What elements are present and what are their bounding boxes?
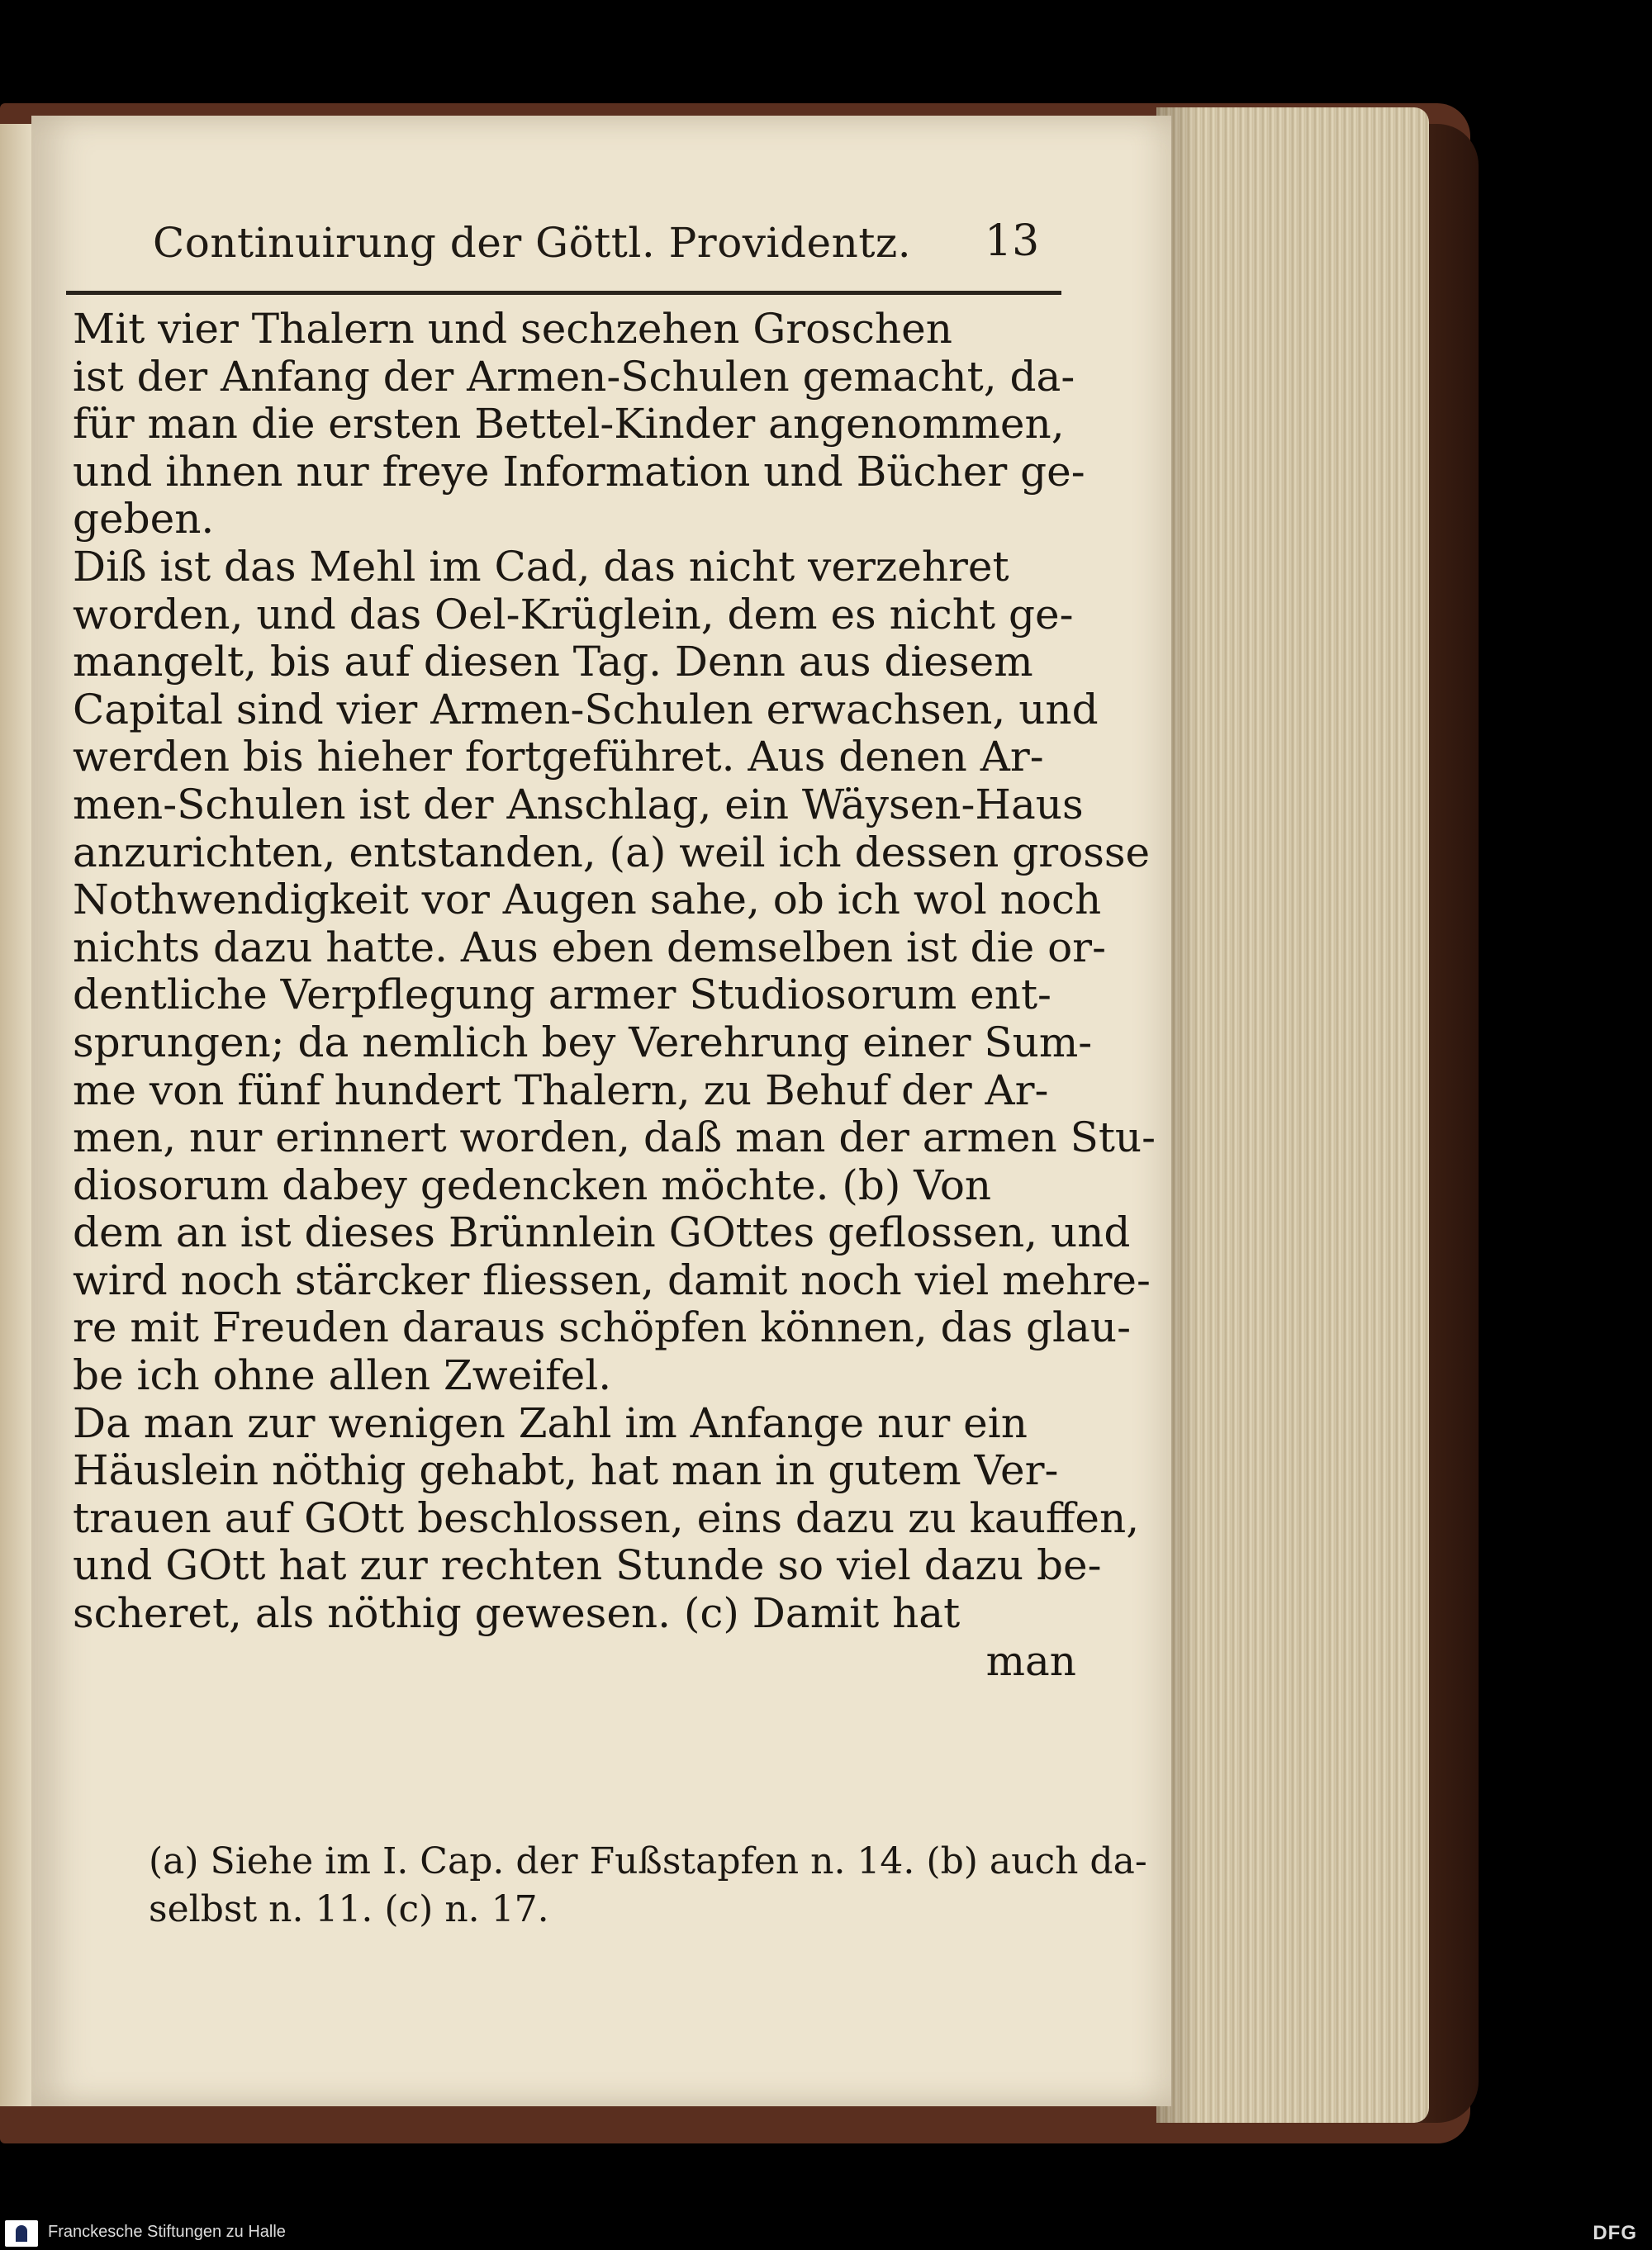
left-page-edge [0, 124, 33, 2106]
text-line: geben. [73, 495, 215, 544]
footnote-line: (a) Siehe im I. Cap. der Fußstapfen n. 14. (b) auch da- [149, 1840, 1147, 1882]
text-line: dem an ist dieses Brünnlein GOttes geflossen, und [73, 1208, 1131, 1257]
text-line: men-Schulen ist der Anschlag, ein Wäysen-Haus [73, 780, 1084, 828]
body-text [73, 305, 1156, 1685]
header-rule [66, 291, 1061, 295]
text-line: mangelt, bis auf diesen Tag. Denn aus diesem [73, 638, 1033, 686]
text-line: und ihnen nur freye Information und Bücher ge- [73, 447, 1085, 496]
text-line: worden, und das Oel-Krüglein, dem es nicht ge- [73, 590, 1074, 638]
institution-credit: Franckesche Stiftungen zu Halle [48, 2223, 286, 2241]
text-line: Da man zur wenigen Zahl im Anfange nur ein [73, 1398, 1028, 1447]
dfg-logo: DFG [1593, 2222, 1637, 2244]
footnote-line: selbst n. 11. (c) n. 17. [149, 1888, 549, 1930]
text-line: Häuslein nöthig gehabt, hat man in gutem Ver- [73, 1446, 1059, 1495]
text-line: Capital sind vier Armen-Schulen erwachsen, und [73, 685, 1099, 733]
footnotes [149, 1838, 1147, 1934]
text-line: sprungen; da nemlich bey Verehrung einer Sum- [73, 1018, 1093, 1066]
catchword: man [985, 1636, 1076, 1685]
text-line: scheret, als nöthig gewesen. (c) Damit hat [73, 1589, 961, 1638]
text-line: Nothwendigkeit vor Augen sahe, ob ich wol noch [73, 876, 1102, 924]
text-line: für man die ersten Bettel-Kinder angenommen, [73, 400, 1065, 449]
institution-logo-icon [5, 2220, 38, 2247]
text-line: werden bis hieher fortgeführet. Aus denen Ar- [73, 733, 1044, 781]
text-line: Diß ist das Mehl im Cad, das nicht verzehret [73, 542, 1009, 591]
text-line: men, nur erinnert worden, daß man der armen Stu- [73, 1113, 1156, 1162]
text-line: be ich ohne allen Zweifel. [73, 1351, 612, 1400]
text-line: dentliche Verpflegung armer Studiosorum ent- [73, 971, 1051, 1019]
text-line: diosorum dabey gedencken möchte. (b) Von [73, 1161, 992, 1209]
credit-bar [0, 2217, 1652, 2250]
running-head: Continuirung der Göttl. Providentz. [153, 219, 912, 267]
text-line: me von fünf hundert Thalern, zu Behuf der Ar- [73, 1066, 1049, 1114]
text-line: anzurichten, entstanden, (a) weil ich dessen grosse [73, 828, 1151, 876]
text-line: wird noch stärcker fliessen, damit noch viel mehre- [73, 1256, 1151, 1304]
text-line: Mit vier Thalern und sechzehen Groschen [73, 305, 952, 353]
text-line: ist der Anfang der Armen-Schulen gemacht, da- [73, 352, 1075, 401]
text-line: re mit Freuden daraus schöpfen können, das glau- [73, 1303, 1131, 1352]
text-line: trauen auf GOtt beschlossen, eins dazu zu kauffen, [73, 1493, 1140, 1542]
page-number: 13 [985, 216, 1040, 266]
text-line: und GOtt hat zur rechten Stunde so viel dazu be- [73, 1541, 1102, 1590]
text-line: nichts dazu hatte. Aus eben demselben ist die or- [73, 923, 1106, 971]
